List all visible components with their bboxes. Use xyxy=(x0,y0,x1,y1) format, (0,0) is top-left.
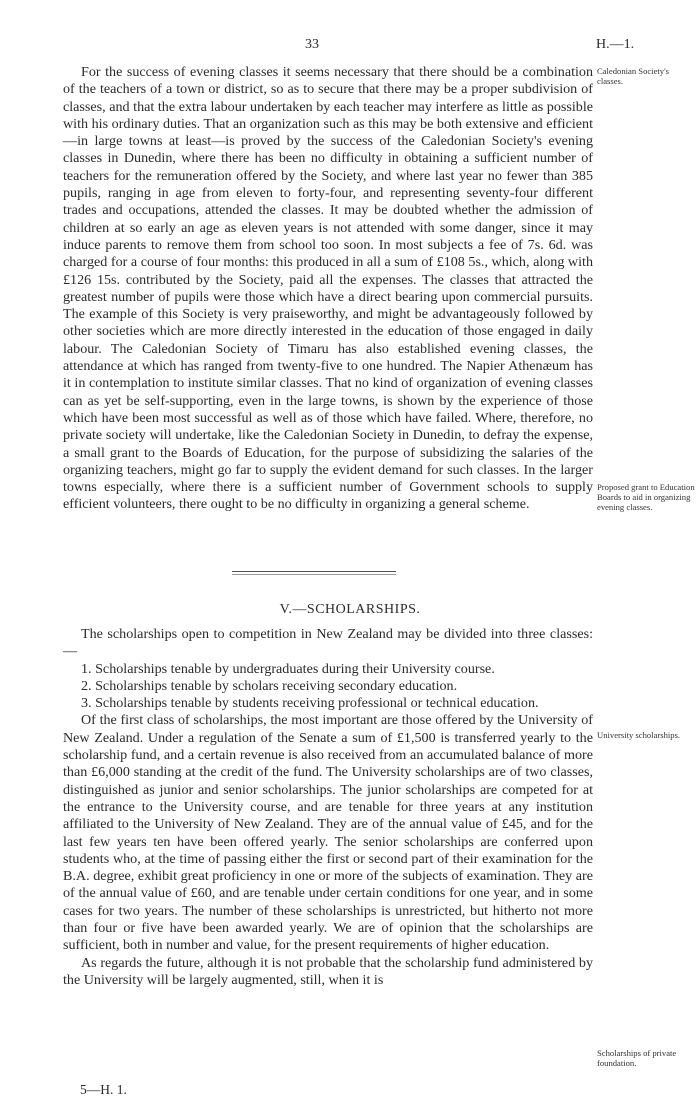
section-divider-thin xyxy=(232,574,396,575)
scholarship-class-item: 2. Scholarships tenable by scholars receiving secondary education. xyxy=(81,677,458,694)
document-reference: H.—1. xyxy=(596,37,635,52)
signature-mark: 5—H. 1. xyxy=(80,1082,127,1097)
evening-classes-section xyxy=(63,64,593,514)
scholarship-class-item: 3. Scholarships tenable by students receiving professional or technical education. xyxy=(81,695,539,712)
margin-note-private: Scholarships of private foundation. xyxy=(597,1048,677,1068)
page-number: 33 xyxy=(305,37,319,52)
section-divider xyxy=(232,571,396,572)
university-scholarships-paragraph: Of the first class of scholarships, the most important are those offered by the University of New Zealand. Under a regulation of the Senate a sum of £1,500 is transferred yearly to the scholarship fund, and a certain revenue is also received from an accumulated balance of more than £6,000 standing at the credit of the fund. The University scholarships are of two classes, distinguished as junior and senior scholarships. The junior scholarships are competed for at the entrance to the University course, and are tenable for three years at any institution affiliated to the University of New Zealand. They are of the annual value of £45, and for the last few years ten have been offered yearly. The senior scholarships are conferred upon students who, at the time of passing either the first or second part of their examination for the B.A. degree, exhibit great proficiency in one or more of the subjects of examination. They are of the annual value of £60, and are tenable under certain conditions for one year, and in some cases for two years. The number of these scholarships is unrestricted, but hitherto not more than four or five have been awarded yearly. We are of opinion that the scholarships are sufficient, both in number and value, for the present requirements of higher education. xyxy=(63,712,593,954)
evening-classes-paragraph: For the success of evening classes it seems necessary that there should be a combination of the teachers of a town or district, so as to secure that there may be a proper subdivision of classes, and that the extra labour undertaken by each teacher may interfere as little as possible with his ordinary duties. That an organization such as this may be both extensive and efficient—in large towns at least—is proved by the success of the Caledonian Society's evening classes in Dunedin, where there has been no difficulty in obtaining a sufficient number of teachers for the remuneration offered by the Society, and where last year no fewer than 385 pupils, ranging in age from eleven to forty-four, and representing seventy-four different trades and occupations, attended the classes. It may be doubted whether the admission of children at so early an age as eleven years is not attended with some danger, since it may induce parents to remove them from school too soon. In most subjects a fee of 7s. 6d. was charged for a course of four months: this produced in all a sum of £108 5s., which, along with £126 15s. contributed by the Society, paid all the expenses. The classes that attracted the greatest number of pupils were those which have a direct bearing upon commercial pursuits. The example of this Society is very praiseworthy, and might be advantageously followed by other societies which are more directly interested in the education of those engaged in daily labour. The Caledonian Society of Timaru has also established evening classes, the attendance at which has ranged from twenty-five to one hundred. The Napier Athenæum has it in contemplation to institute similar classes. That no kind of organization of evening classes can as yet be self-supporting, even in the large towns, is shown by the experience of those which have been most successful as well as of those which have failed. Where, therefore, no private society will undertake, like the Caledonian Society in Dunedin, to defray the expense, a small grant to the Boards of Education, for the purpose of subsidizing the salaries of the organizing teachers, might go far to supply the evident demand for such classes. In the larger towns especially, where there is a sufficient number of Government schools to supply efficient volunteers, there ought to be no difficulty in organizing a general scheme. xyxy=(63,64,593,513)
future-paragraph: As regards the future, although it is not probable that the scholarship fund administered by the University will be largely augmented, still, when it is xyxy=(63,954,593,988)
margin-note-university: University scholarships. xyxy=(597,730,681,740)
margin-note-proposed-grant: Proposed grant to Education Boards to aid in organizing evening classes. xyxy=(597,482,695,512)
scholarship-class-item: 1. Scholarships tenable by undergraduates during their University course. xyxy=(81,660,495,677)
scholarships-section xyxy=(63,626,593,989)
section-heading: V.—SCHOLARSHIPS. xyxy=(279,602,421,617)
margin-note-caledonian: Caledonian Society's classes. xyxy=(597,66,669,86)
scholarships-intro: The scholarships open to competition in New Zealand may be divided into three classes:— xyxy=(63,626,593,660)
